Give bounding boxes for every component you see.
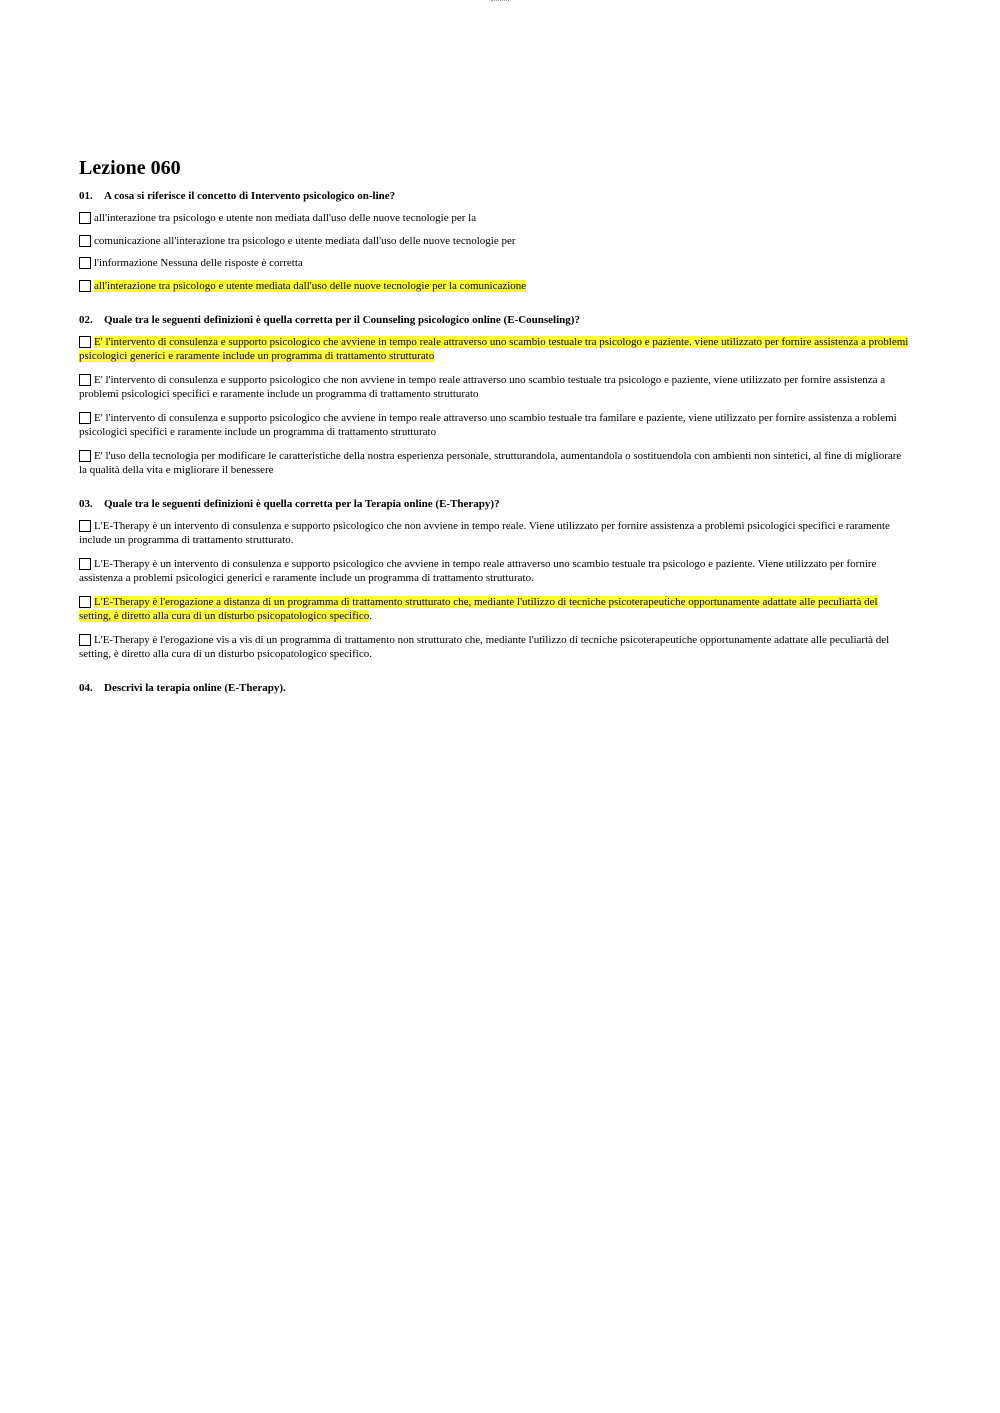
answer-option: [79, 374, 911, 401]
answer-option: [79, 520, 911, 547]
answer-option: [79, 412, 911, 439]
question-heading: [79, 189, 911, 203]
question-number: 04.: [79, 682, 93, 694]
answer-option: [79, 558, 911, 585]
question-04: [79, 681, 911, 695]
answer-option-correct: [79, 596, 911, 623]
answer-checkbox[interactable]: [79, 336, 91, 348]
question-number: 02.: [79, 314, 93, 326]
answer-text: L'E-Therapy è un intervento di consulenza e supporto psicologico che non avviene in tempo reale. Viene utilizzato per fornire assistenza a problemi psicologici specifici e raramente include un programma di trattamento strutturato.: [79, 520, 890, 546]
answer-checkbox[interactable]: [79, 374, 91, 386]
question-heading: [79, 313, 911, 327]
answer-text-highlighted: all'interazione tra psicologo e utente mediata dall'uso delle nuove tecnologie per la comunicazione: [94, 279, 527, 292]
answer-checkbox[interactable]: [79, 235, 91, 247]
answer-checkbox[interactable]: [79, 212, 91, 224]
answer-checkbox[interactable]: [79, 280, 91, 292]
answer-text: l'informazione Nessuna delle risposte è corretta: [94, 257, 303, 269]
answer-text: L'E-Therapy è un intervento di consulenza e supporto psicologico che avviene in tempo reale attraverso uno scambio testuale tra psicologo e paziente. Viene utilizzato per fornire assistenza a problemi psicologici generici e raramente include un programma di trattamento strutturato.: [79, 558, 877, 584]
answer-option: [79, 235, 911, 249]
question-text: Quale tra le seguenti definizioni è quella corretta per la Terapia online (E-Therapy)?: [104, 498, 500, 510]
answer-option-correct: [79, 280, 911, 294]
answer-checkbox[interactable]: [79, 257, 91, 269]
answer-checkbox[interactable]: [79, 450, 91, 462]
question-number: 03.: [79, 498, 93, 510]
question-text: Quale tra le seguenti definizioni è quella corretta per il Counseling psicologico online (E-Counseling)?: [104, 314, 580, 326]
answer-checkbox[interactable]: [79, 596, 91, 608]
answer-text: E' l'uso della tecnologia per modificare le caratteristiche della nostra esperienza personale, strutturandola, aumentandola o sostituendola con ambienti non sintetici, al fine di migliorare la qualità della vita e migliorare il benessere: [79, 450, 902, 476]
answer-text-suffix: .: [369, 609, 372, 622]
answer-text: E' l'intervento di consulenza e supporto psicologico che avviene in tempo reale attraverso uno scambio testuale tra familare e paziente, viene utilizzato per fornire assistenza a roblemi psicologici specifici e raramente include un programma di trattamento strutturato: [79, 412, 897, 438]
answer-text-highlighted: L'E-Therapy è l'erogazione a distanza di un programma di trattamento strutturato che, mediante l'utilizzo di tecniche psicoterapeutiche opportunamente adattate alle peculiartà del setting, è diretto alla cura di un disturbo psicopatologico specifico: [79, 596, 878, 622]
lesson-title: Lezione 060: [79, 157, 181, 179]
question-03: [79, 497, 911, 661]
page-header-mark: [491, 0, 509, 3]
answer-option: [79, 257, 911, 271]
answer-text: all'interazione tra psicologo e utente non mediata dall'uso delle nuove tecnologie per la: [94, 212, 477, 224]
answer-option: [79, 212, 911, 226]
answer-checkbox[interactable]: [79, 412, 91, 424]
answer-checkbox[interactable]: [79, 520, 91, 532]
answer-checkbox[interactable]: [79, 634, 91, 646]
question-number: 01.: [79, 190, 93, 202]
answer-text-highlighted: E' l'intervento di consulenza e supporto psicologico che avviene in tempo reale attraverso uno scambio testuale tra psicologo e paziente. viene utilizzato per fornire assistenza a problemi psicologici generici e raramente include un programma di trattamento strutturato: [79, 336, 909, 362]
answer-checkbox[interactable]: [79, 558, 91, 570]
answer-option-correct: [79, 336, 911, 363]
question-01: [79, 189, 911, 293]
answer-option: [79, 450, 911, 477]
question-text: Descrivi la terapia online (E-Therapy).: [104, 682, 286, 694]
question-02: [79, 313, 911, 477]
answer-text: E' l'intervento di consulenza e supporto psicologico che non avviene in tempo reale attraverso uno scambio testuale tra psicologo e paziente, viene utilizzato per fornire assistenza a problemi psicologici specifici e raramente include un programma di trattamento strutturato: [79, 374, 886, 400]
question-heading: [79, 681, 911, 695]
answer-option: [79, 634, 911, 661]
answer-text: L'E-Therapy è l'erogazione vis a vis di un programma di trattamento non strutturato che, mediante l'utilizzo di tecniche psicoterapeutiche opportunamente adattate alle peculiartà del setting, è diretto alla cura di un disturbo psicopatologico specifico.: [79, 634, 890, 660]
answer-text: comunicazione all'interazione tra psicologo e utente mediata dall'uso delle nuove tecnologie per: [94, 234, 516, 247]
document-page: [79, 156, 911, 715]
question-heading: [79, 497, 911, 511]
question-text: A cosa si riferisce il concetto di Intervento psicologico on-line?: [104, 190, 396, 202]
